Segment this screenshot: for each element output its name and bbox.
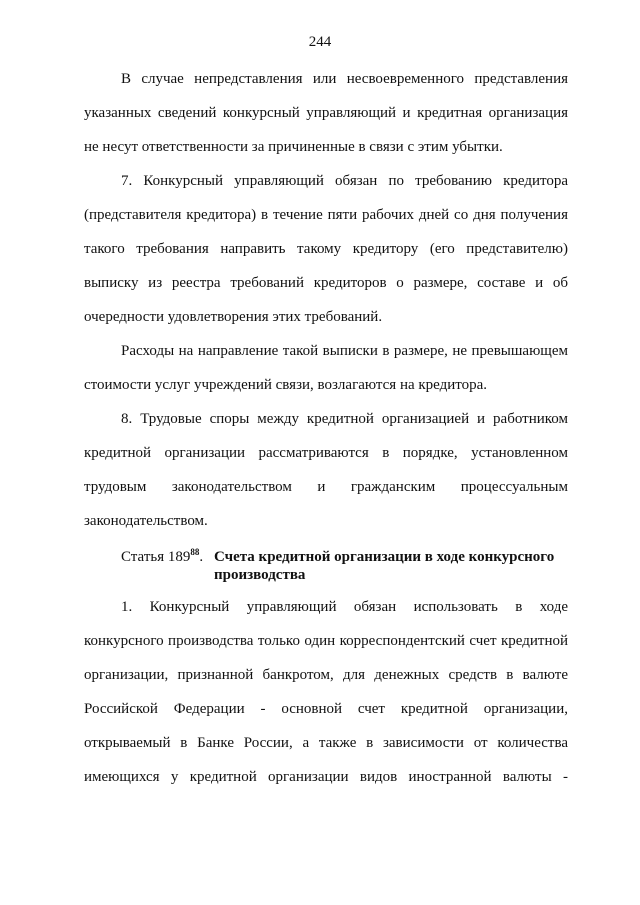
- page-number: 244: [308, 34, 332, 50]
- paragraph-liability: В случае непредставления или несвоевременного представления указанных сведений конкурсный управляющий и кредитная организация не несут ответственности за причиненные в связи с этим убытки.: [84, 71, 568, 155]
- paragraph-item-7: 7. Конкурсный управляющий обязан по требованию кредитора (представителя кредитора) в течение пяти рабочих дней со дня получения такого требования направить такому кредитору (его представителю) выписку из реестра требований кредиторов о размере, составе и об очередности удовлетворения этих требований.: [84, 173, 568, 325]
- article-title: Счета кредитной организации в ходе конкурсного производства: [214, 549, 555, 583]
- document-body: [84, 62, 568, 794]
- article-heading: [84, 548, 568, 584]
- paragraph-expenses: Расходы на направление такой выписки в размере, не превышающем стоимости услуг учреждений связи, возлагаются на кредитора.: [84, 343, 568, 393]
- article-label-suffix: .: [199, 549, 204, 565]
- article-superscript: 88: [190, 547, 200, 557]
- article-label-text: Статья 189: [121, 549, 191, 565]
- paragraph-item-8: 8. Трудовые споры между кредитной организацией и работником кредитной организации рассматриваются в порядке, установленном трудовым законодательством и гражданским процессуальным законодательством.: [84, 411, 568, 529]
- paragraph-item-1: 1. Конкурсный управляющий обязан использовать в ходе конкурсного производства только один корреспондентский счет кредитной организации, признанной банкротом, для денежных средств в валюте Российской Федерации - основной счет кредитной организации, открываемый в Банке России, а также в зависимости от количества имеющихся у кредитной организации видов иностранной валюты -: [84, 599, 568, 785]
- article-number: [84, 548, 214, 584]
